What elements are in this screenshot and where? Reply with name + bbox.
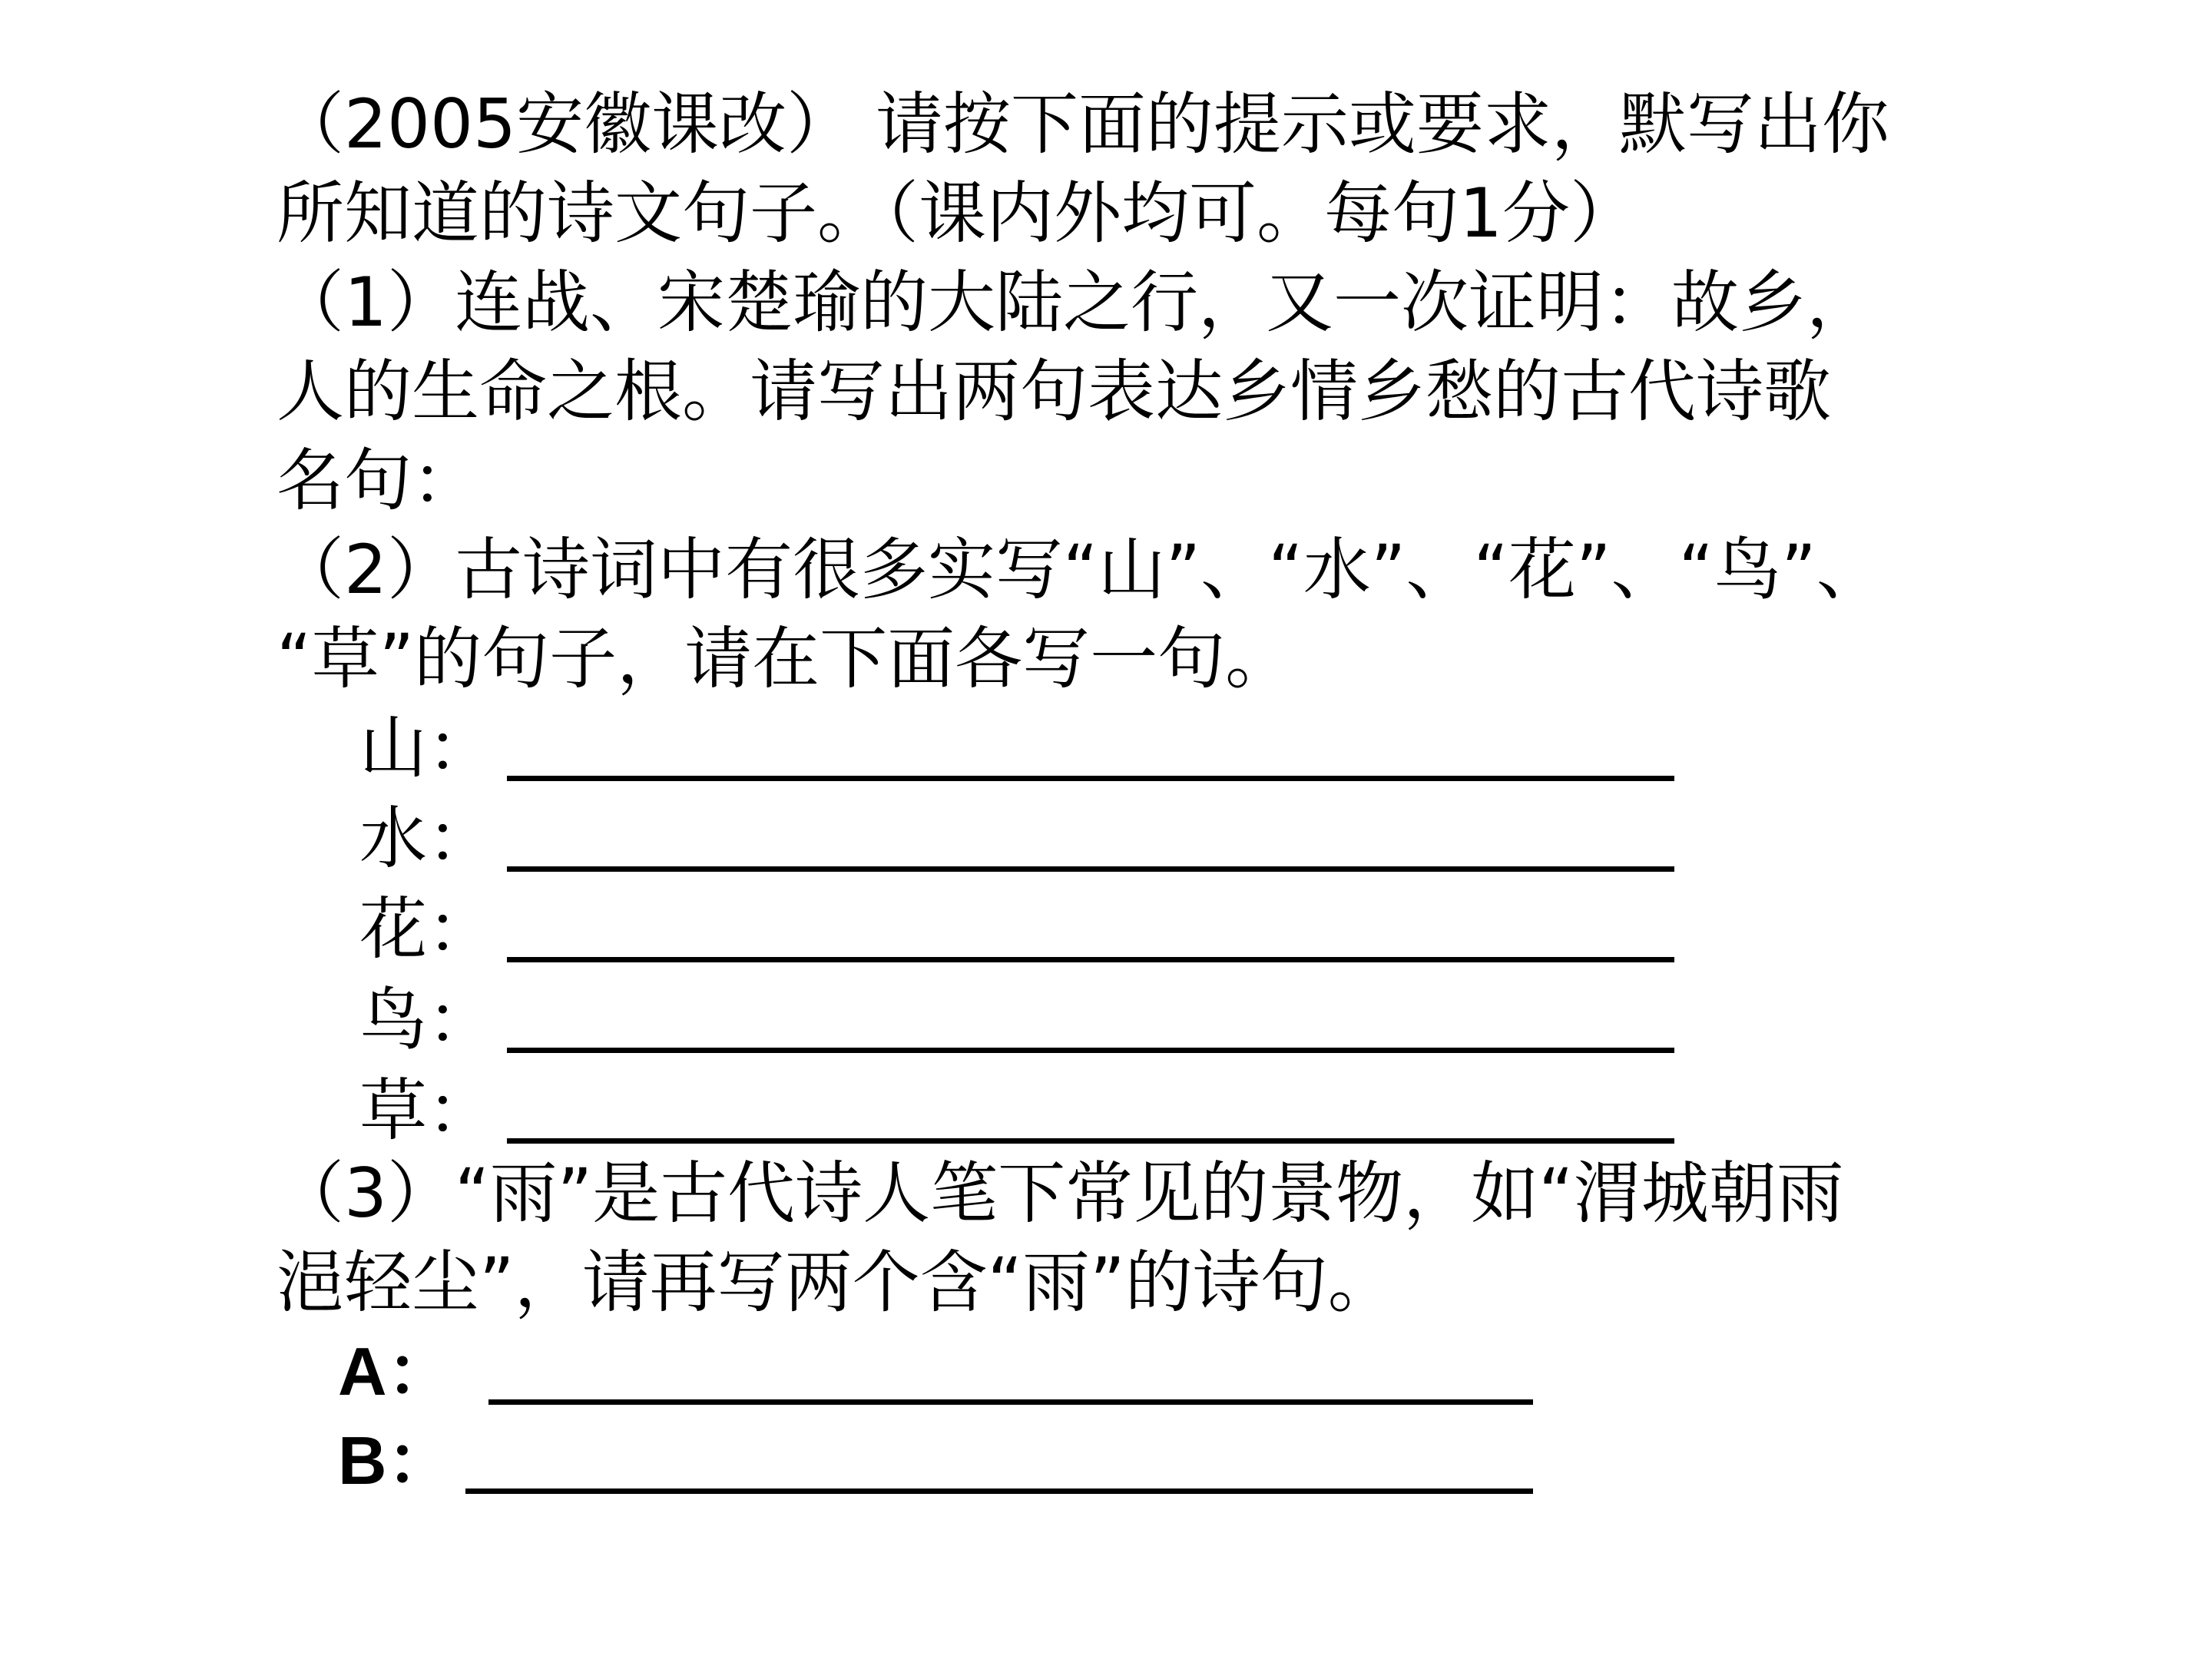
blank-label-shan: 山： bbox=[359, 708, 495, 787]
blank-label-b: B： bbox=[338, 1422, 455, 1498]
blank-label-niao: 鸟： bbox=[359, 980, 495, 1059]
answer-line-hua[interactable] bbox=[507, 957, 1674, 962]
answer-line-cao[interactable] bbox=[507, 1138, 1674, 1144]
answer-line-shan[interactable] bbox=[507, 776, 1674, 781]
blank-label-a: A： bbox=[338, 1333, 455, 1409]
q1-line-2: 人的生命之根。请写出两句表达乡情乡愁的古代诗歌 bbox=[276, 352, 1832, 431]
blank-label-hua: 花： bbox=[359, 889, 495, 969]
blank-label-cao: 草： bbox=[359, 1071, 495, 1150]
q3-line-2: 浥轻尘”，请再写两个含“雨”的诗句。 bbox=[276, 1243, 1396, 1322]
q2-line-1: （2）古诗词中有很多实写“山”、“水”、“花”、“鸟”、 bbox=[276, 530, 1884, 609]
blank-label-shui: 水： bbox=[359, 799, 495, 878]
intro-line-1: （2005安徽课改） 请按下面的提示或要求，默写出你 bbox=[276, 84, 1889, 164]
q2-line-2: “草”的句子，请在下面各写一句。 bbox=[276, 619, 1293, 698]
answer-line-b[interactable] bbox=[465, 1488, 1533, 1494]
answer-line-niao[interactable] bbox=[507, 1048, 1674, 1053]
q1-line-3: 名句： bbox=[276, 441, 480, 520]
answer-line-a[interactable] bbox=[488, 1399, 1533, 1405]
q3-line-1: （3）“雨”是古代诗人笔下常见的景物，如“渭城朝雨 bbox=[276, 1154, 1844, 1233]
intro-line-2: 所知道的诗文句子。（课内外均可。每句1分） bbox=[276, 174, 1637, 253]
answer-line-shui[interactable] bbox=[507, 866, 1674, 872]
q1-line-1: （1）连战、宋楚瑜的大陆之行，又一次证明：故乡， bbox=[276, 263, 1874, 342]
